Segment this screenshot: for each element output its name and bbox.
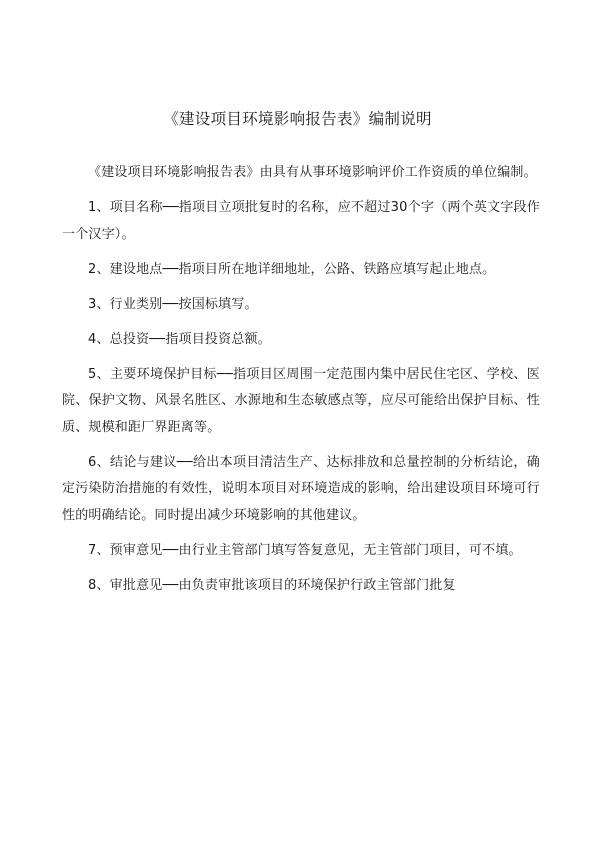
paragraph-item-3-industry: 3、行业类别──按国标填写。 (88, 296, 258, 312)
paragraph-item-7-pre-review: 7、预审意见──由行业主管部门填写答复意见，无主管部门项目，可不填。 (88, 542, 522, 558)
document-body (62, 160, 540, 608)
paragraph-item-5-protection-targets: 5、主要环境保护目标──指项目区周围一定范围内集中居民住宅区、学校、医院、保护文物、风景名胜区、水源地和生态敏感点等，应尽可能给出保护目标、性质、规模和距厂界距离等。 (62, 366, 540, 435)
paragraph-item-2-location: 2、建设地点──指项目所在地详细地址，公路、铁路应填写起止地点。 (88, 261, 496, 277)
paragraph-item-1-project-name: 1、项目名称──指项目立项批复时的名称，应不超过30个字（两个英文字段作一个汉字）。 (62, 200, 540, 242)
paragraph-item-8-approval: 8、审批意见──由负责审批该项目的环境保护行政主管部门批复 (88, 577, 456, 593)
paragraph-item-6-conclusions: 6、结论与建议──给出本项目清洁生产、达标排放和总量控制的分析结论，确定污染防治措施的有效性，说明本项目对环境造成的影响，给出建设项目环境可行性的明确结论。同时提出减少环境影响的其他建议。 (62, 454, 540, 523)
paragraph-intro: 《建设项目环境影响报告表》由具有从事环境影响评价工作资质的单位编制。 (88, 165, 537, 180)
document-title: 《建设项目环境影响报告表》编制说明 (163, 110, 432, 128)
paragraph-item-4-investment: 4、总投资──指项目投资总额。 (88, 331, 271, 347)
